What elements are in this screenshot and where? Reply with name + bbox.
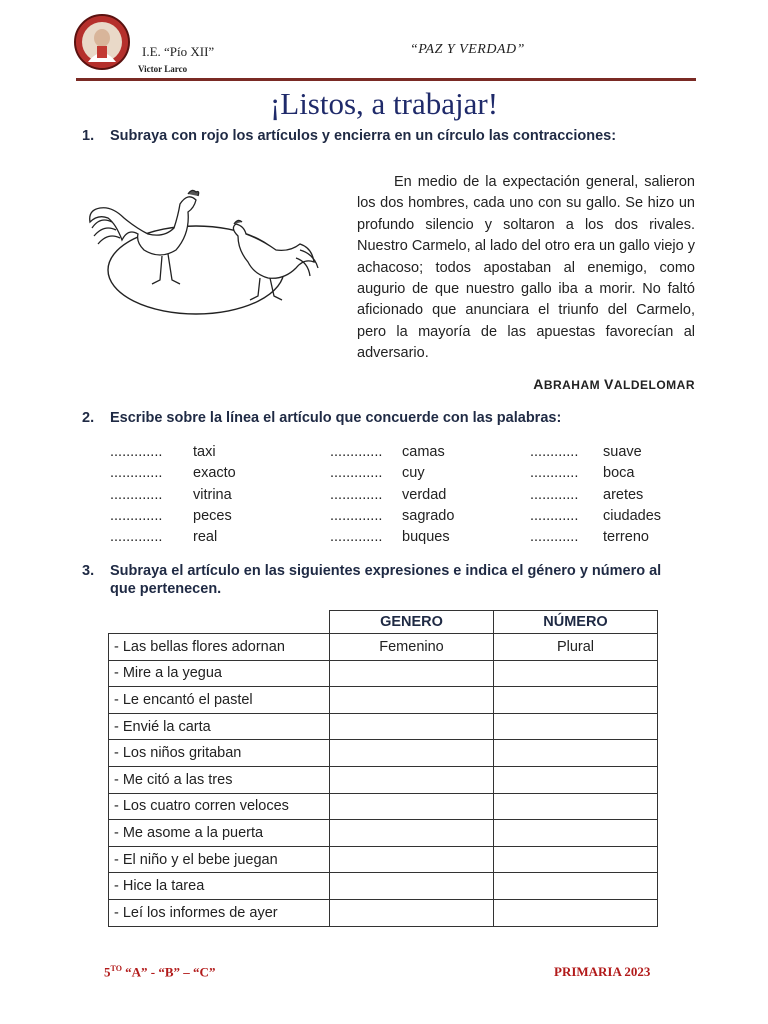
genero-cell[interactable] xyxy=(330,766,494,793)
genero-cell[interactable] xyxy=(330,687,494,714)
header-divider xyxy=(76,78,696,81)
word: ciudades xyxy=(603,507,662,524)
blank-column-1 xyxy=(110,442,162,548)
school-name: I.E. “Pío XII” xyxy=(142,44,215,59)
blank-line[interactable]: ............. xyxy=(110,507,163,524)
table-header-empty xyxy=(109,611,330,634)
exercise-2-number: 2. xyxy=(82,410,95,426)
footer-grade xyxy=(104,964,215,980)
author-first-rest: BRAHAM xyxy=(543,378,601,392)
word: buques xyxy=(402,529,450,546)
table-row xyxy=(109,846,658,873)
blank-line[interactable]: ............ xyxy=(530,507,579,524)
word: cuy xyxy=(402,465,425,482)
word: camas xyxy=(402,444,445,460)
table-row xyxy=(109,766,658,793)
expression-cell: - Leí los informes de ayer xyxy=(109,899,330,926)
table-row xyxy=(109,820,658,847)
expression-cell: - Le encantó el pastel xyxy=(109,687,330,714)
word: taxi xyxy=(193,444,216,460)
blank-line[interactable]: ............ xyxy=(530,529,579,546)
exercise-3-instruction-line2: que pertenecen. xyxy=(110,581,222,597)
page-title: ¡Listos, a trabajar! xyxy=(269,86,499,121)
numero-cell[interactable] xyxy=(494,846,658,873)
word: aretes xyxy=(603,486,644,503)
exercise-1-instruction: Subraya con rojo los artículos y encierra en un círculo las contracciones: xyxy=(110,128,617,144)
footer-grade-number: 5 xyxy=(104,964,111,980)
genero-cell[interactable] xyxy=(330,740,494,767)
school-crest-logo xyxy=(74,14,130,70)
word: sagrado xyxy=(402,507,455,524)
word: peces xyxy=(193,507,232,524)
school-motto: “PAZ Y VERDAD” xyxy=(410,42,525,57)
table-row xyxy=(109,899,658,926)
blank-line[interactable]: ............. xyxy=(110,465,163,482)
exercise-2-instruction: Escribe sobre la línea el artículo que concuerde con las palabras: xyxy=(110,410,562,426)
numero-cell[interactable] xyxy=(494,820,658,847)
table-row xyxy=(109,660,658,687)
numero-cell[interactable] xyxy=(494,687,658,714)
author-last-initial: V xyxy=(603,376,614,392)
blank-line[interactable]: ............. xyxy=(330,486,383,503)
expression-cell: - Mire a la yegua xyxy=(109,660,330,687)
numero-cell[interactable] xyxy=(494,766,658,793)
word: terreno xyxy=(603,529,649,546)
table-row xyxy=(109,634,658,661)
genero-cell[interactable] xyxy=(330,846,494,873)
expression-cell: - Me citó a las tres xyxy=(109,766,330,793)
word-column-3 xyxy=(603,442,661,548)
table-header-genero: GENERO xyxy=(330,611,494,634)
passage-author xyxy=(533,376,695,392)
genero-cell[interactable] xyxy=(330,873,494,900)
numero-cell[interactable] xyxy=(494,660,658,687)
blank-column-3 xyxy=(530,442,578,548)
word-column-1 xyxy=(193,442,236,548)
word: verdad xyxy=(402,486,447,503)
genero-cell[interactable] xyxy=(330,899,494,926)
genero-cell[interactable] xyxy=(330,660,494,687)
reading-passage xyxy=(357,172,695,365)
numero-cell[interactable]: Plural xyxy=(494,634,658,661)
blank-line[interactable]: ............. xyxy=(110,529,163,546)
table-row xyxy=(109,793,658,820)
word-column-2 xyxy=(402,442,454,548)
author-last-rest: ALDELOMAR xyxy=(613,378,695,392)
blank-line[interactable]: ............ xyxy=(530,486,579,503)
word: suave xyxy=(603,444,642,460)
expression-cell: - Hice la tarea xyxy=(109,873,330,900)
expression-cell: - Envié la carta xyxy=(109,713,330,740)
numero-cell[interactable] xyxy=(494,793,658,820)
genero-cell[interactable]: Femenino xyxy=(330,634,494,661)
blank-line[interactable]: ............. xyxy=(330,507,383,524)
exercise-3-instruction-line1: Subraya el artículo en las siguientes expresiones e indica el género y número al xyxy=(110,563,662,579)
word: vitrina xyxy=(193,486,232,503)
footer-grade-suffix: TO xyxy=(110,964,122,973)
table-row xyxy=(109,713,658,740)
table-row xyxy=(109,687,658,714)
numero-cell[interactable] xyxy=(494,873,658,900)
numero-cell[interactable] xyxy=(494,713,658,740)
numero-cell[interactable] xyxy=(494,740,658,767)
blank-line[interactable]: ............ xyxy=(530,465,579,482)
expression-cell: - Las bellas flores adornan xyxy=(109,634,330,661)
blank-line[interactable]: ............. xyxy=(330,465,383,482)
table-row xyxy=(109,740,658,767)
genero-cell[interactable] xyxy=(330,793,494,820)
genero-cell[interactable] xyxy=(330,820,494,847)
footer-level: PRIMARIA 2023 xyxy=(554,964,651,979)
word: real xyxy=(193,529,218,546)
table-row xyxy=(109,873,658,900)
table-header-row xyxy=(109,611,658,634)
blank-line[interactable]: ............ xyxy=(530,444,579,460)
reading-passage-text: En medio de la expectación general, salieron los dos hombres, cada uno con su gallo. Se hizo un profundo silencio y soltaron a los dos rivales. Nuestro Carmelo, al lado del otro era un gallo viejo y achacoso; todos apostaban al enemigo, como augurio de que nuestro gallo iba a morir. No faltó aficionado que anunciara el triunfo del Carmelo, pero la mayoría de las apuestas favorecían al adversario. xyxy=(357,174,695,362)
expression-cell: - Los niños gritaban xyxy=(109,740,330,767)
expression-cell: - Me asome a la puerta xyxy=(109,820,330,847)
blank-line[interactable]: ............. xyxy=(330,444,383,460)
word: boca xyxy=(603,465,635,482)
two-roosters-illustration xyxy=(78,188,330,329)
word: exacto xyxy=(193,465,236,482)
gender-number-table xyxy=(108,610,658,927)
expression-cell: - El niño y el bebe juegan xyxy=(109,846,330,873)
genero-cell[interactable] xyxy=(330,713,494,740)
footer-sections: “A” - “B” – “C” xyxy=(121,964,216,980)
author-first-initial: A xyxy=(533,376,544,392)
school-location: Victor Larco xyxy=(138,64,188,74)
blank-line[interactable]: ............. xyxy=(330,529,383,546)
exercise-3-number: 3. xyxy=(82,563,95,579)
table-header-numero: NÚMERO xyxy=(494,611,658,634)
blank-line[interactable]: ............. xyxy=(110,486,163,503)
exercise-1-number: 1. xyxy=(82,128,95,144)
expression-cell: - Los cuatro corren veloces xyxy=(109,793,330,820)
blank-column-2 xyxy=(330,442,382,548)
blank-line[interactable]: ............. xyxy=(110,444,163,460)
numero-cell[interactable] xyxy=(494,899,658,926)
